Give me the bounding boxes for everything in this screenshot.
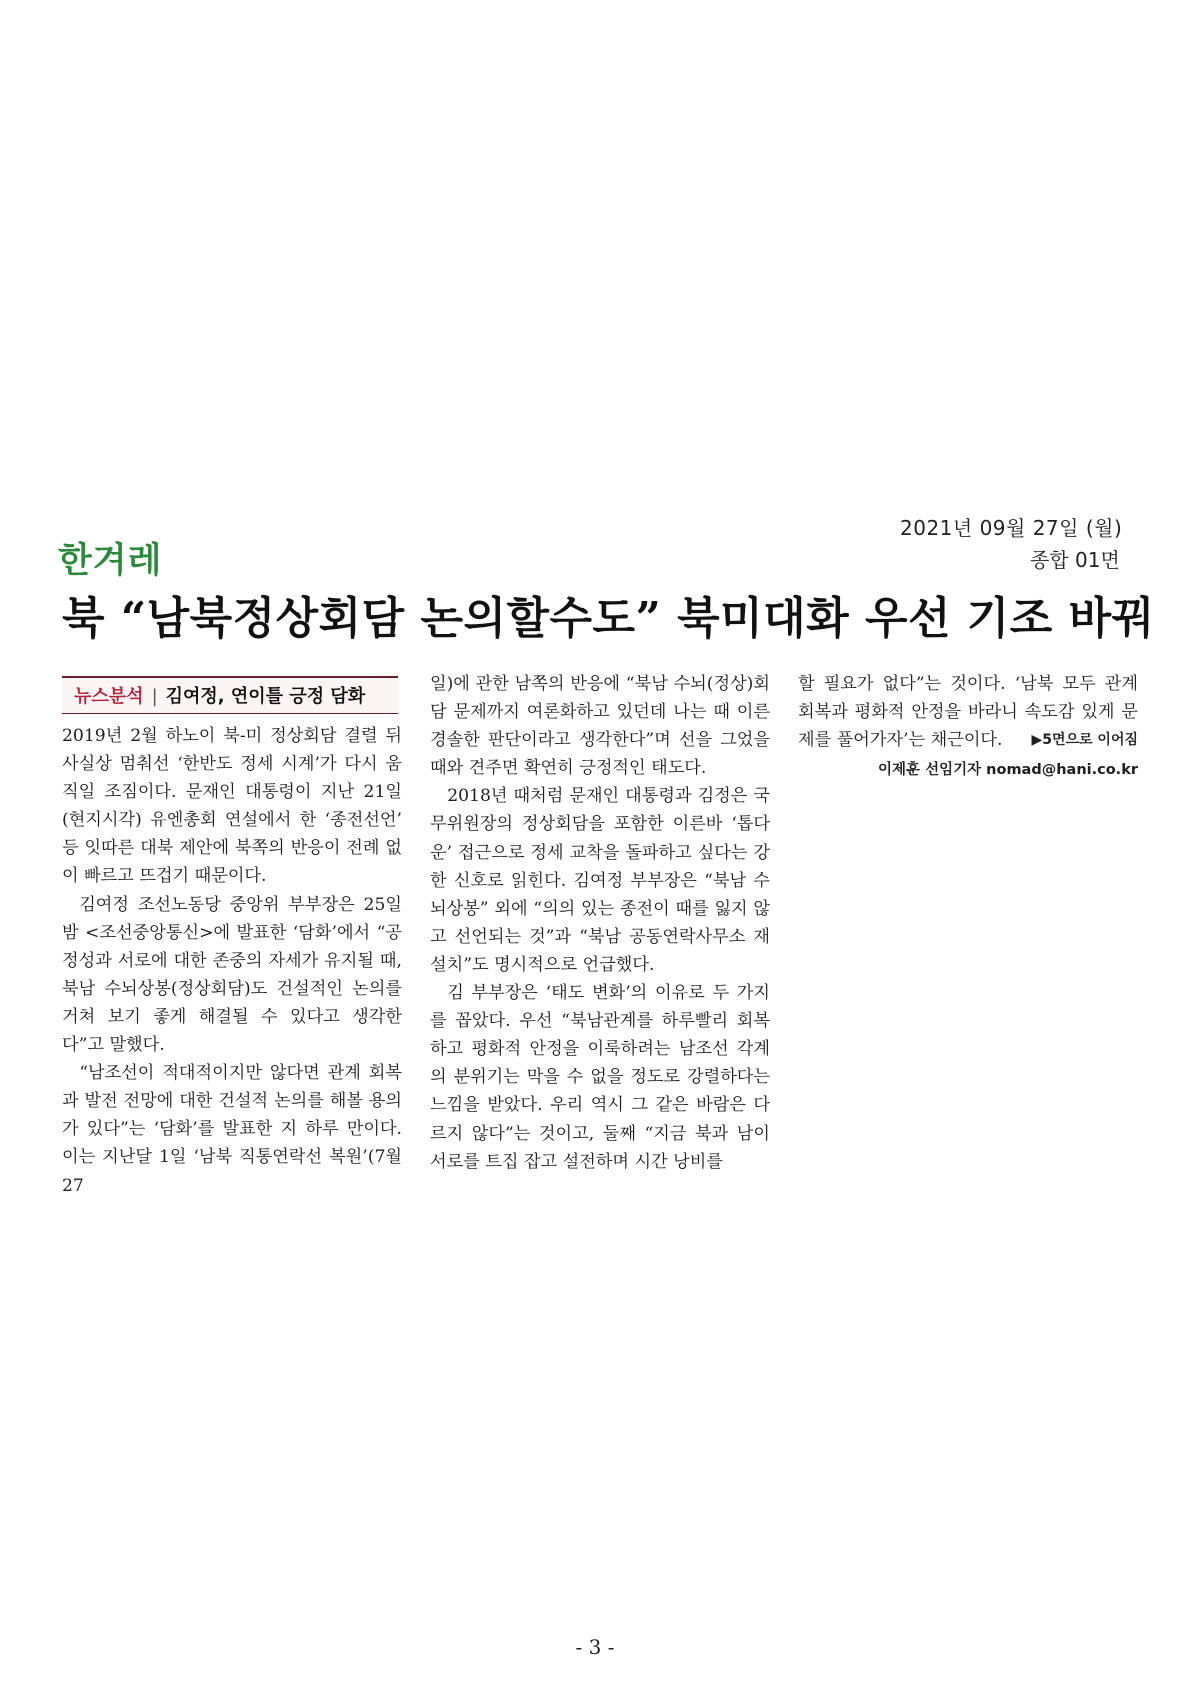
kicker-tag: 뉴스분석 [74,686,144,707]
paragraph: 2018년 때처럼 문재인 대통령과 김정은 국무위원장의 정상회담을 포함한 이른바 ‘톱다운’ 접근으로 정세 교착을 돌파하고 싶다는 강한 신호로 읽힌다. 김여정 부부장은 “북남 수뇌상봉” 외에 “의의 있는 종전이 때를 잃지 않고 선언되는 것”과 “북남 공동연락사무소 재설치”도 명시적으로 언급했다. [430,786,770,975]
article-column-2 [430,670,770,1176]
paragraph: 일)에 관한 남쪽의 반응에 “북남 수뇌(정상)회담 문제까지 여론화하고 있던데 나는 때 이른 경솔한 판단이라고 생각한다”며 선을 그었을 때와 견주면 확연히 긍정적인 태도다. [430,674,770,779]
paragraph-text: 할 필요가 없다”는 것이다. ‘남북 모두 관계 회복과 평화적 안정을 바라니 속도감 있게 문제를 풀어가자’는 채근이다. [798,674,1138,751]
continued-link[interactable]: ▶5면으로 이어짐 [1031,732,1138,749]
paragraph: 김 부부장은 ‘태도 변화’의 이유로 두 가지를 꼽았다. 우선 “북남관계를 하루빨리 회복하고 평화적 안정을 이룩하려는 남조선 각계의 분위기는 막을 수 없을 정도로 강렬하다는 느낌을 받았다. 우리 역시 그 같은 바람은 다르지 않다”는 것이고, 둘째 “지금 북과 남이 서로를 트집 잡고 설전하며 시간 낭비를 [430,983,770,1172]
page-number: - 3 - [575,1635,615,1659]
publication-date: 2021년 09월 27일 (월) [900,516,1123,540]
kicker-title: 김여정, 연이틀 긍정 담화 [165,686,366,707]
article-kicker [62,676,398,714]
paragraph [798,670,1138,754]
section-page: 종합 01면 [1030,548,1120,572]
article-headline: 북 “남북정상회담 논의할수도” 북미대화 우선 기조 바꿔 [62,593,1155,644]
paragraph: 2019년 2월 하노이 북-미 정상회담 결렬 뒤 사실상 멈춰선 ‘한반도 정세 시계’가 다시 움직일 조짐이다. 문재인 대통령이 지난 21일(현지시각) 유엔총회 연설에서 한 ‘종전선언’ 등 잇따른 대북 제안에 북쪽의 반응이 전례 없이 빠르고 뜨겁기 때문이다. [62,726,402,887]
newspaper-logo: 한겨레 [58,541,163,581]
article-column-1 [62,722,402,1200]
byline: 이제훈 선임기자 nomad@hani.co.kr [878,762,1138,779]
kicker-separator: | [151,686,158,707]
paragraph: 김여정 조선노동당 중앙위 부부장은 25일 밤 <조선중앙통신>에 발표한 ‘담화’에서 “공정성과 서로에 대한 존중의 자세가 유지될 때, 북남 수뇌상봉(정상회담)도 건설적인 논의를 거쳐 보기 좋게 해결될 수 있다고 생각한다”고 말했다. [62,894,402,1056]
paragraph: “남조선이 적대적이지만 않다면 관계 회복과 발전 전망에 대한 건설적 논의를 해볼 용의가 있다”는 ‘담화’를 발표한 지 하루 만이다. 이는 지난달 1일 ‘남북 직통연락선 복원’(7월27 [62,1063,402,1196]
article-column-3 [798,670,1138,784]
